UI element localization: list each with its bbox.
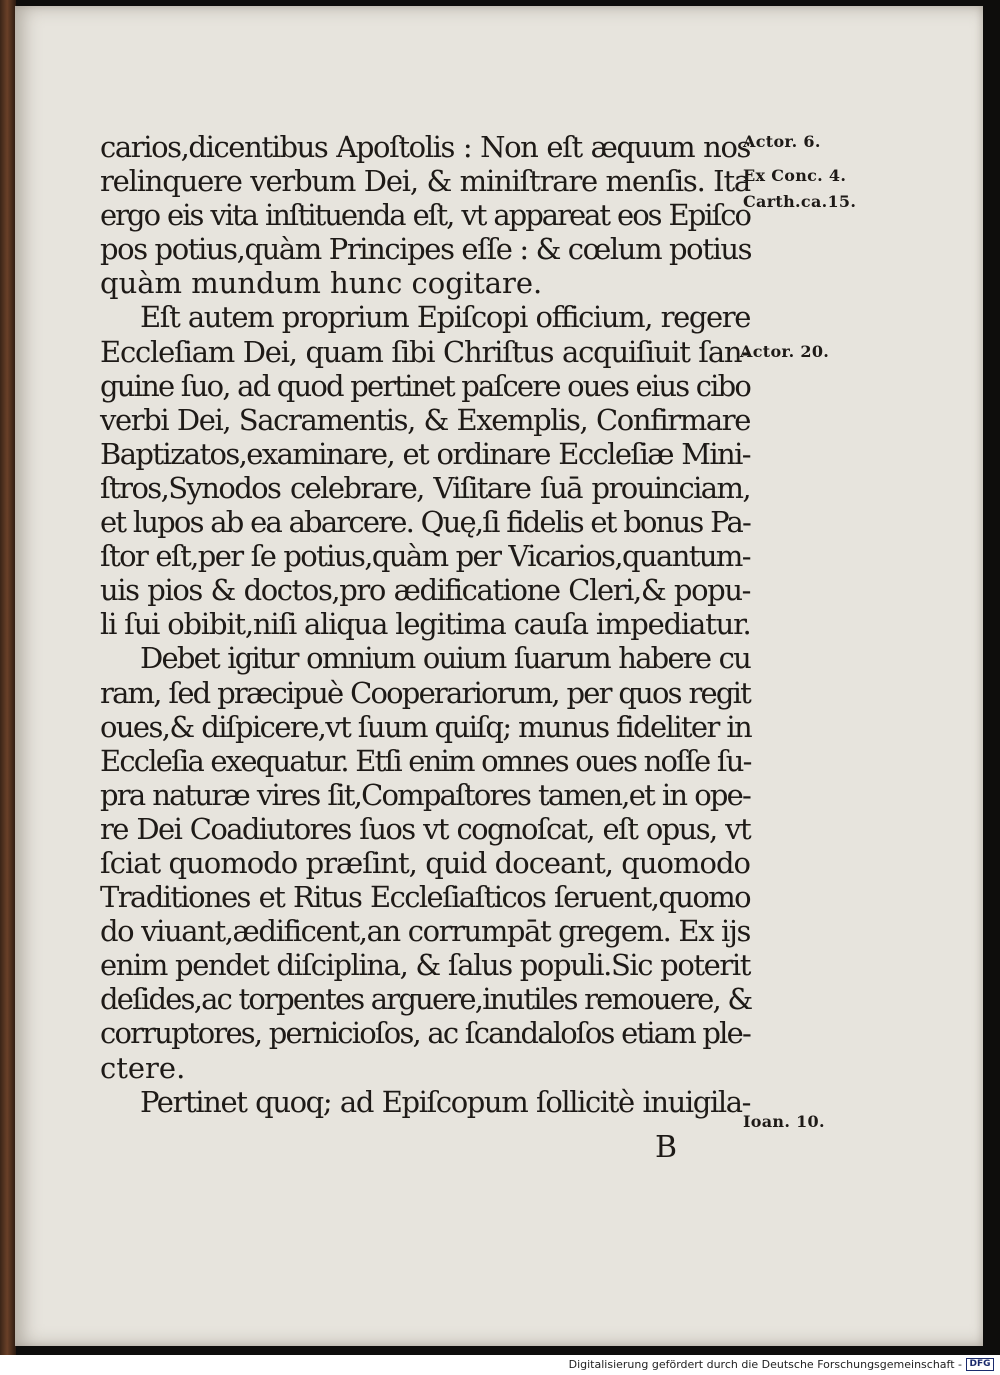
signature-mark: B	[655, 1130, 678, 1165]
text-line: et lupos ab ea abarcere. Quę,ſi fidelis et bonus Pa-	[100, 505, 750, 540]
dfg-logo: DFG	[966, 1358, 994, 1371]
text-line: carios,dicentibus Apoſtolis : Non eſt æquum nos	[100, 130, 750, 164]
text-line: quàm mundum hunc cogitare.	[100, 266, 543, 301]
text-line: oues,& diſpicere,vt ſuum quiſq; munus fideliter in	[100, 709, 752, 744]
text-line: Traditiones et Ritus Eccleſiaſticos ſeruent,quomo	[100, 880, 750, 915]
text-line: pra naturæ vires ſit,Compaſtores tamen,et in ope-	[100, 777, 750, 812]
text-line: guine ſuo, ad quod pertinet paſcere oues eius cibo	[100, 368, 751, 403]
marginal-note: Carth.ca.15.	[743, 192, 857, 211]
text-line: re Dei Coadiutores ſuos vt cognoſcat, eſt opus, vt	[100, 811, 750, 846]
book-page	[15, 6, 983, 1346]
text-line: pos potius,quàm Principes eſſe : & cœlum potius	[100, 232, 752, 267]
text-line: deſides,ac torpentes arguere,inutiles remouere, &	[100, 982, 752, 1017]
text-line: Eccleſiam Dei, quam ſibi Chriſtus acquiſiuit ſan-	[100, 334, 750, 369]
text-line: ſtor eſt,per ſe potius,quàm per Vicarios,quantum-	[100, 539, 750, 574]
text-line: enim pendet diſciplina, & ſalus populi.Sic poterit	[100, 948, 750, 983]
footer-credit: Digitalisierung gefördert durch die Deutsche Forschungsgemeinschaft -	[568, 1358, 962, 1371]
book-spine-edge	[0, 0, 16, 1355]
marginal-note: Actor. 6.	[743, 132, 821, 151]
text-line: Pertinet quoq; ad Epiſcopum ſollicitè inuigila-	[140, 1084, 750, 1119]
body-text	[100, 130, 750, 1119]
text-line: Debet igitur omnium ouium ſuarum habere cu	[140, 641, 750, 676]
text-line: ſtros,Synodos celebrare, Viſitare ſuā prouinciam,	[100, 470, 750, 505]
marginal-note: Ioan. 10.	[743, 1112, 825, 1131]
text-line: li ſui obibit,niſi aliqua legitima cauſa impediatur.	[100, 607, 751, 642]
text-line: ctere.	[100, 1050, 186, 1085]
marginal-note: Actor. 20.	[740, 342, 830, 361]
text-line: do viuant,ædificent,an corrumpāt gregem. Ex ijs	[100, 914, 750, 949]
marginal-note: Ex Conc. 4.	[743, 166, 847, 185]
text-line: ſciat quomodo præſint, quid doceant, quomodo	[100, 845, 750, 880]
text-line: Eccleſia exequatur. Etſi enim omnes oues noſſe ſu-	[100, 743, 751, 778]
text-line: verbi Dei, Sacramentis, & Exemplis, Confirmare	[100, 402, 750, 437]
text-line: corruptores, pernicioſos, ac ſcandaloſos etiam ple-	[100, 1016, 750, 1051]
text-line: Eſt autem proprium Epiſcopi officium, regere	[140, 300, 750, 335]
footer-bar	[0, 1355, 1000, 1375]
text-line: uis pios & doctos,pro ædificatione Cleri,& popu-	[100, 573, 750, 608]
text-line: Baptizatos,examinare, et ordinare Eccleſiæ Mini-	[100, 436, 750, 471]
text-line: relinquere verbum Dei, & miniſtrare menſis. Ita	[100, 164, 750, 199]
text-line: ergo eis vita inſtituenda eſt, vt appareat eos Epiſco	[100, 198, 750, 233]
text-line: ram, ſed præcipuè Cooperariorum, per quos regit	[100, 675, 750, 710]
